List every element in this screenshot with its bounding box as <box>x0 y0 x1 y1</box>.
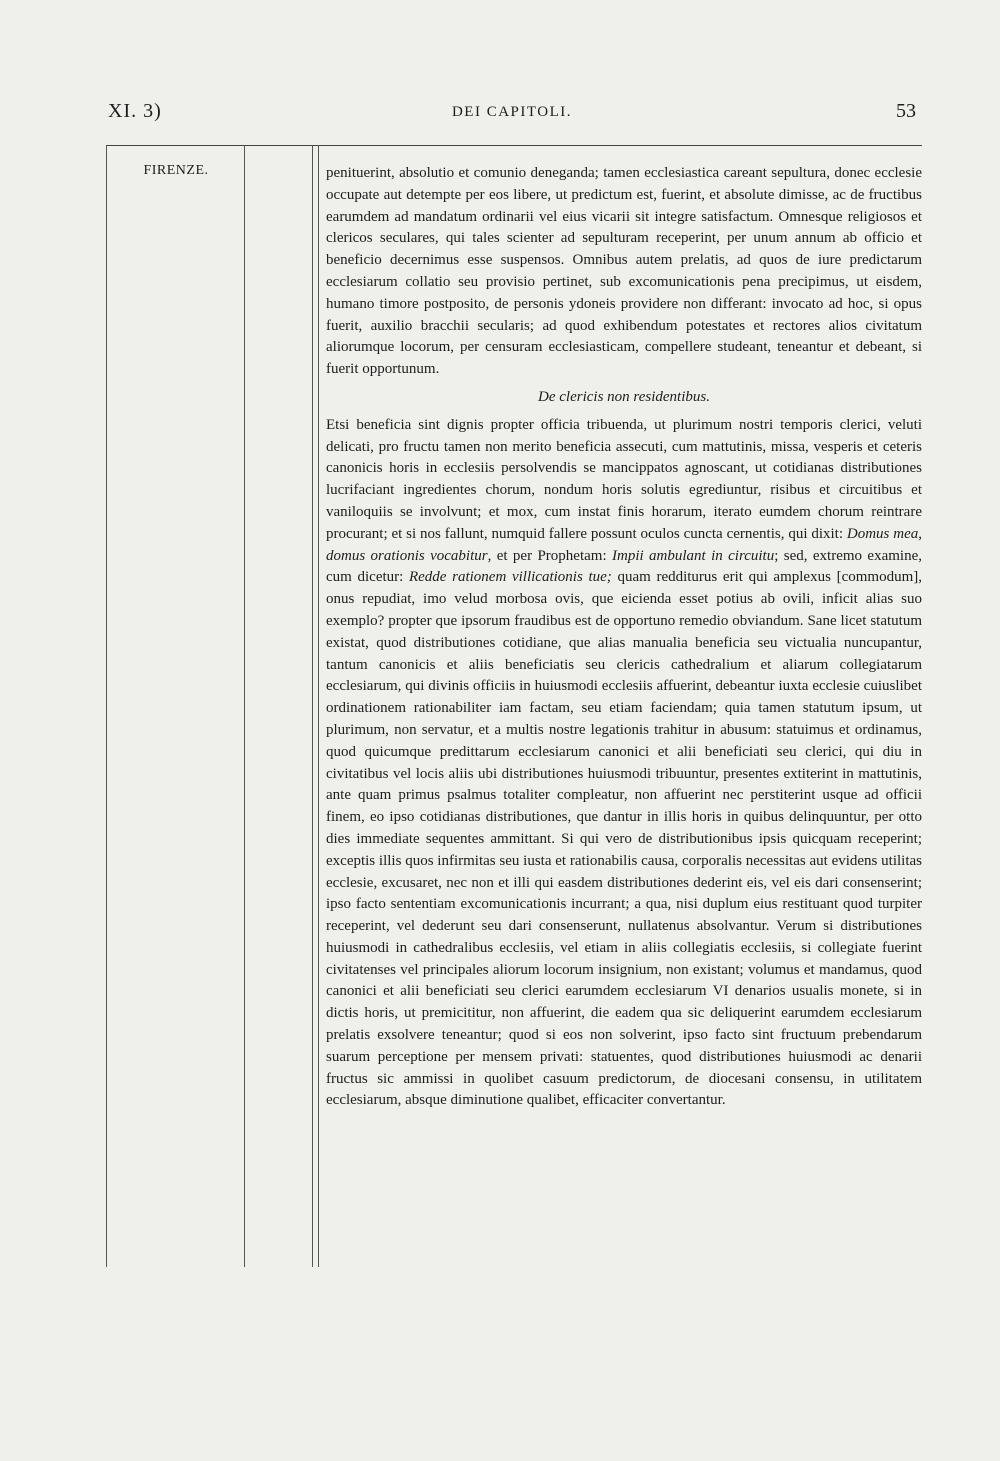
section-heading: De clericis non residentibus. <box>538 388 710 405</box>
margin-place-label: FIRENZE. <box>143 163 209 178</box>
paragraph <box>326 415 922 1113</box>
column-rule-left <box>106 145 107 1267</box>
section-number: XI. 3) <box>108 100 162 122</box>
quotation: Redde rationem villicationis tue; <box>408 569 612 586</box>
column-rule-1 <box>244 145 245 1267</box>
quotation: Impii ambulant in circuitu <box>612 547 775 564</box>
column-rule-3 <box>318 145 319 1267</box>
paragraph-text: quam redditurus erit qui amplexus [commodum], onus repudiat, imo velud morbosa ovis, que eicienda esset potius ab ovili, inficit alias suo exemplo? propter que ipsorum fraudibus est de opportuno remedio obviandum. Sane licet statutum existat, quod distributiones cotidiane, que alias manualia beneficia seu victualia nuncupantur, tantum canonicis et aliis beneficiatis seu clericis cathedralium et aliarum collegiatarum ecclesiarum, qui divinis officiis in huiusmodi ecclesiis affuerint, debeantur iuxta ecclesie cuiuslibet ordinationem rationabiliter iam factam, seu etiam faciendam; quia tamen statutum ipsum, ut plurimum, non servatur, et a multis nostre legationis trahitur in abusum: statuimus et ordinamus, quod quicumque predittarum ecclesiarum canonici et alii beneficiati seu clerici, qui diu in civitatibus vel locis aliis ubi distributiones huiusmodi tribuuntur, presentes extiterint in mattutinis, ante quam primus psalmus totaliter compleatur, non affuerint nec perstiterint usque ad officii finem, eo ipso cotidianas distributiones, que dantur in illis horis in quibus delinquuntur, per otto dies immediate sequentes ammittant. Si qui vero de distributionibus ipsis quicquam receperint; exceptis illis quos infirmitas seu iusta et rationabilis causa, corporalis necessitas aut evidens utilitas ecclesie, excusaret, nec non et illi qui easdem distributiones dederint eis, vel eis dari consenserint; ipso facto sententiam excomunicationis incurrant; a qua, nisi duplum eius restituant quod turpiter receperint, vel dederunt seu dari consenserunt, nullatenus absolvantur. Verum si distributiones huiusmodi in cathedralibus ecclesiis, vel etiam in aliis collegiatis ecclesiis, si collegiate fuerint civitatenses vel principales aliorum locorum insignium, non existant; volumus et mandamus, quod canonici et alii beneficiati seu clerici earumdem ecclesiarum VI denarios usualis monete, si in dictis horis, ut premicititur, non affuerint, die eadem qua sic deliquerint earumdem ecclesiarum prelatis exsolvere teneantur; quod si eos non solverint, ipso facto sint fructuum prebendarum suarum perceptione per mensem privati: statuentes, quod distributiones huiusmodi ac denarii fructus sic ammissi in quolibet casuum predictorum, de diocesani consensu, in utilitatem ecclesiarum, absque diminutione qualibet, efficaciter convertantur. <box>326 569 922 1109</box>
paragraph-text: ; sed, extremo examine, cum dicetur: <box>326 547 922 586</box>
paragraph-text: , et per Prophetam: <box>487 547 612 564</box>
running-title: DEI CAPITOLI. <box>451 104 573 120</box>
paragraph-text: Etsi beneficia sint dignis propter officia tribuenda, ut plurimum nostri temporis clerici, veluti delicati, pro fructu tamen non merito beneficia assecuti, cum mattutinis, missa, vesperis et ceteris canonicis horis in ecclesiis persolvendis se mancippatos agnoscant, ut cotidianas distributiones lucrifaciant ingredientes chorum, nondum horis solutis egrediuntur, risibus et circuitibus et vaniloquiis se involvunt; et mox, cum instat finis horarum, iterato eumdem chorum reintrare procurant; et si nos fallunt, numquid fallere possunt oculos cuncta cernentis, qui dixit: <box>326 416 922 542</box>
paragraph: penituerint, absolutio et comunio deneganda; tamen ecclesiastica careant sepultura, donec ecclesie occupate aut detempte per eos libere, ut predictum est, fuerint, et absolute dimisse, ac de fructibus earumdem ad mandatum ordinarii vel eius vicarii sit integre satisfactum. Omnesque religiosos et clericos seculares, qui tales scienter ad sepulturam receperint, per unum annum ab officio et beneficio decernimus esse suspensos. Omnibus autem prelatis, ad quos de iure predictarum ecclesiarum collatio seu provisio pertinet, sub excomunicationis pena precipimus, ut eisdem, humano timore postposito, de personis ydoneis providere non differant: invocato ad hoc, si opus fuerit, auxilio bracchii secularis; ad quod exhibendum potestates et rectores alios civitatum aliorumque locorum, per censuram ecclesiasticam, compellere studeant, teneantur et debeant, si fuerit opportunum. <box>326 165 922 378</box>
page-header <box>108 100 916 130</box>
page-number: 53 <box>896 100 916 122</box>
header-rule <box>106 145 922 146</box>
quotation: Domus mea, domus orationis vocabitur <box>326 525 922 564</box>
column-rule-2 <box>312 145 313 1267</box>
main-text-column <box>326 163 922 1112</box>
